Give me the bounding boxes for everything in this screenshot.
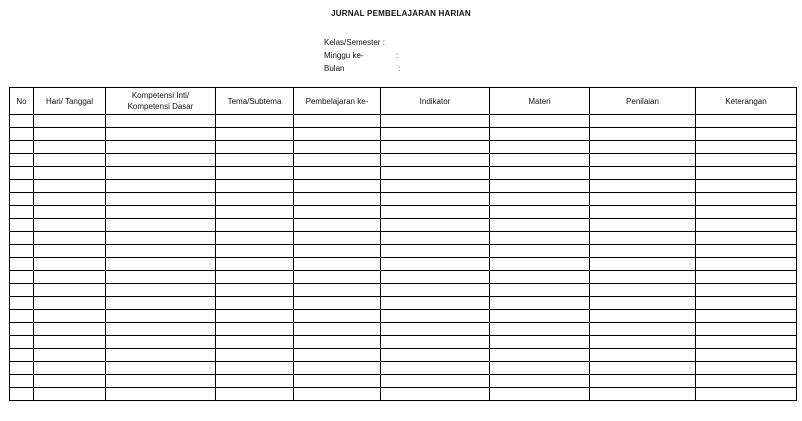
table-cell[interactable] [294, 206, 381, 219]
table-cell[interactable] [696, 349, 797, 362]
table-cell[interactable] [294, 362, 381, 375]
table-cell[interactable] [490, 128, 590, 141]
col-header-theme [216, 88, 294, 115]
table-row [10, 141, 797, 154]
table-cell[interactable] [216, 193, 294, 206]
table-cell[interactable] [590, 388, 696, 401]
table-cell[interactable] [34, 297, 106, 310]
table-cell[interactable] [294, 271, 381, 284]
table-cell[interactable] [294, 258, 381, 271]
table-cell[interactable] [490, 154, 590, 167]
table-cell[interactable] [294, 336, 381, 349]
table-cell[interactable] [696, 323, 797, 336]
col-header-label: Penilaian [626, 96, 659, 106]
table-cell[interactable] [590, 128, 696, 141]
table-cell[interactable] [696, 128, 797, 141]
table-cell[interactable] [10, 128, 34, 141]
table-cell[interactable] [490, 271, 590, 284]
table-cell[interactable] [106, 258, 216, 271]
table-cell[interactable] [10, 323, 34, 336]
table-cell[interactable] [10, 193, 34, 206]
col-header-label: Materi [528, 96, 551, 106]
table-cell[interactable] [696, 245, 797, 258]
table-cell[interactable] [10, 258, 34, 271]
table-cell[interactable] [106, 297, 216, 310]
col-header-label: Indikator [419, 96, 451, 106]
table-cell[interactable] [34, 154, 106, 167]
table-cell[interactable] [216, 349, 294, 362]
table-cell[interactable] [294, 141, 381, 154]
table-cell[interactable] [294, 349, 381, 362]
table-cell[interactable] [490, 375, 590, 388]
table-cell[interactable] [381, 297, 490, 310]
table-cell[interactable] [381, 219, 490, 232]
table-cell[interactable] [10, 206, 34, 219]
table-row [10, 193, 797, 206]
table-cell[interactable] [294, 128, 381, 141]
table-cell[interactable] [34, 115, 106, 128]
table-cell[interactable] [10, 154, 34, 167]
table-row [10, 271, 797, 284]
table-cell[interactable] [490, 336, 590, 349]
table-cell[interactable] [106, 271, 216, 284]
table-cell[interactable] [294, 180, 381, 193]
table-cell[interactable] [490, 310, 590, 323]
col-header-material [490, 88, 590, 115]
table-cell[interactable] [590, 154, 696, 167]
table-cell[interactable] [490, 362, 590, 375]
table-cell[interactable] [696, 375, 797, 388]
table-row [10, 323, 797, 336]
table-cell[interactable] [34, 323, 106, 336]
table-cell[interactable] [590, 271, 696, 284]
table-cell[interactable] [490, 232, 590, 245]
col-header-label: Kompetensi Inti/ [131, 91, 190, 100]
table-cell[interactable] [216, 297, 294, 310]
table-cell[interactable] [106, 154, 216, 167]
table-cell[interactable] [590, 141, 696, 154]
table-cell[interactable] [10, 219, 34, 232]
table-cell[interactable] [590, 180, 696, 193]
table-cell[interactable] [34, 206, 106, 219]
table-cell[interactable] [106, 167, 216, 180]
table-cell[interactable] [10, 167, 34, 180]
table-cell[interactable] [10, 336, 34, 349]
table-cell[interactable] [294, 167, 381, 180]
table-cell[interactable] [34, 271, 106, 284]
table-cell[interactable] [381, 323, 490, 336]
table-cell[interactable] [34, 310, 106, 323]
table-cell[interactable] [10, 375, 34, 388]
table-cell[interactable] [381, 128, 490, 141]
table-cell[interactable] [216, 154, 294, 167]
table-cell[interactable] [696, 206, 797, 219]
table-cell[interactable] [590, 310, 696, 323]
table-cell[interactable] [106, 180, 216, 193]
table-cell[interactable] [590, 258, 696, 271]
col-header-competency [106, 88, 216, 115]
table-cell[interactable] [696, 258, 797, 271]
table-row [10, 349, 797, 362]
journal-table [9, 87, 797, 401]
table-row [10, 128, 797, 141]
table-cell[interactable] [10, 245, 34, 258]
table-cell[interactable] [590, 219, 696, 232]
table-cell[interactable] [294, 193, 381, 206]
table-cell[interactable] [10, 271, 34, 284]
table-cell[interactable] [590, 167, 696, 180]
table-cell[interactable] [490, 115, 590, 128]
table-cell[interactable] [34, 232, 106, 245]
table-row [10, 115, 797, 128]
table-cell[interactable] [381, 362, 490, 375]
table-row [10, 258, 797, 271]
table-cell[interactable] [216, 271, 294, 284]
table-row [10, 284, 797, 297]
table-cell[interactable] [294, 284, 381, 297]
table-cell[interactable] [216, 115, 294, 128]
table-cell[interactable] [381, 115, 490, 128]
table-cell[interactable] [381, 180, 490, 193]
table-row [10, 310, 797, 323]
table-cell[interactable] [106, 336, 216, 349]
table-cell[interactable] [590, 297, 696, 310]
table-cell[interactable] [34, 349, 106, 362]
table-cell[interactable] [216, 284, 294, 297]
table-cell[interactable] [490, 349, 590, 362]
table-cell[interactable] [34, 362, 106, 375]
meta-label: Bulan [324, 64, 345, 73]
col-header-notes [696, 88, 797, 115]
table-cell[interactable] [696, 115, 797, 128]
table-cell[interactable] [106, 245, 216, 258]
table-cell[interactable] [216, 323, 294, 336]
table-cell[interactable] [590, 206, 696, 219]
table-cell[interactable] [10, 297, 34, 310]
table-cell[interactable] [696, 388, 797, 401]
table-cell[interactable] [490, 323, 590, 336]
table-cell[interactable] [34, 128, 106, 141]
table-cell[interactable] [34, 336, 106, 349]
table-cell[interactable] [10, 180, 34, 193]
table-cell[interactable] [381, 375, 490, 388]
table-cell[interactable] [590, 284, 696, 297]
table-cell[interactable] [106, 219, 216, 232]
table-cell[interactable] [590, 245, 696, 258]
table-cell[interactable] [216, 206, 294, 219]
table-cell[interactable] [10, 349, 34, 362]
table-cell[interactable] [490, 245, 590, 258]
table-cell[interactable] [294, 115, 381, 128]
col-header-label: Pembelajaran ke- [305, 96, 369, 106]
table-cell[interactable] [590, 375, 696, 388]
table-cell[interactable] [696, 297, 797, 310]
table-cell[interactable] [216, 258, 294, 271]
table-cell[interactable] [106, 128, 216, 141]
table-cell[interactable] [381, 141, 490, 154]
table-cell[interactable] [216, 336, 294, 349]
table-cell[interactable] [216, 141, 294, 154]
table-cell[interactable] [381, 388, 490, 401]
table-cell[interactable] [34, 167, 106, 180]
table-cell[interactable] [106, 310, 216, 323]
table-cell[interactable] [490, 297, 590, 310]
table-cell[interactable] [106, 388, 216, 401]
table-cell[interactable] [10, 362, 34, 375]
table-cell[interactable] [10, 141, 34, 154]
col-header-label: Keterangan [725, 96, 767, 106]
col-header-label: Hari/ Tanggal [46, 96, 93, 106]
table-cell[interactable] [696, 271, 797, 284]
table-cell[interactable] [34, 284, 106, 297]
table-cell[interactable] [381, 245, 490, 258]
table-cell[interactable] [216, 219, 294, 232]
table-cell[interactable] [590, 349, 696, 362]
table-cell[interactable] [34, 219, 106, 232]
table-cell[interactable] [10, 284, 34, 297]
table-cell[interactable] [294, 219, 381, 232]
col-header-day-date [34, 88, 106, 115]
table-row [10, 180, 797, 193]
table-cell[interactable] [294, 154, 381, 167]
table-cell[interactable] [696, 141, 797, 154]
page-title: JURNAL PEMBELAJARAN HARIAN [331, 9, 471, 18]
table-cell[interactable] [490, 258, 590, 271]
table-cell[interactable] [216, 232, 294, 245]
table-cell[interactable] [490, 180, 590, 193]
table-cell[interactable] [696, 232, 797, 245]
table-cell[interactable] [696, 310, 797, 323]
meta-label: Minggu ke- [324, 51, 364, 60]
table-cell[interactable] [381, 258, 490, 271]
table-row [10, 245, 797, 258]
table-cell[interactable] [106, 193, 216, 206]
table-cell[interactable] [216, 388, 294, 401]
table-cell[interactable] [106, 206, 216, 219]
table-cell[interactable] [696, 193, 797, 206]
table-cell[interactable] [216, 310, 294, 323]
table-row [10, 206, 797, 219]
table-body [10, 115, 797, 401]
table-cell[interactable] [381, 193, 490, 206]
table-cell[interactable] [294, 323, 381, 336]
col-header-label: Kompetensi Dasar [127, 102, 194, 111]
table-cell[interactable] [381, 336, 490, 349]
table-cell[interactable] [490, 167, 590, 180]
table-row [10, 219, 797, 232]
table-cell[interactable] [106, 115, 216, 128]
col-header-label: No [16, 96, 27, 106]
table-cell[interactable] [34, 141, 106, 154]
table-row [10, 154, 797, 167]
meta-colon: : [398, 64, 401, 73]
table-row [10, 297, 797, 310]
table-row [10, 375, 797, 388]
table-cell[interactable] [106, 362, 216, 375]
table-cell[interactable] [216, 375, 294, 388]
table-cell[interactable] [590, 232, 696, 245]
table-cell[interactable] [590, 336, 696, 349]
table-cell[interactable] [696, 362, 797, 375]
table-row [10, 362, 797, 375]
table-cell[interactable] [696, 336, 797, 349]
table-cell[interactable] [696, 219, 797, 232]
table-cell[interactable] [294, 388, 381, 401]
table-cell[interactable] [381, 349, 490, 362]
table-cell[interactable] [590, 115, 696, 128]
table-cell[interactable] [294, 232, 381, 245]
table-cell[interactable] [490, 219, 590, 232]
table-cell[interactable] [216, 167, 294, 180]
table-cell[interactable] [106, 232, 216, 245]
table-cell[interactable] [696, 154, 797, 167]
table-cell[interactable] [490, 141, 590, 154]
meta-colon: : [396, 51, 399, 60]
table-cell[interactable] [34, 193, 106, 206]
table-cell[interactable] [294, 310, 381, 323]
col-header-indicator [381, 88, 490, 115]
table-cell[interactable] [490, 193, 590, 206]
col-header-label: Tema/Subtema [227, 96, 282, 106]
table-cell[interactable] [381, 232, 490, 245]
table-cell[interactable] [381, 154, 490, 167]
table-cell[interactable] [381, 206, 490, 219]
table-cell[interactable] [106, 349, 216, 362]
table-cell[interactable] [10, 388, 34, 401]
table-cell[interactable] [34, 245, 106, 258]
table-cell[interactable] [34, 258, 106, 271]
table-cell[interactable] [216, 245, 294, 258]
table-cell[interactable] [381, 271, 490, 284]
table-cell[interactable] [216, 128, 294, 141]
table-cell[interactable] [696, 167, 797, 180]
table-cell[interactable] [381, 310, 490, 323]
meta-label: Kelas/Semester : [324, 38, 385, 47]
table-cell[interactable] [34, 375, 106, 388]
table-cell[interactable] [590, 193, 696, 206]
table-cell[interactable] [696, 180, 797, 193]
table-cell[interactable] [106, 375, 216, 388]
table-cell[interactable] [696, 284, 797, 297]
col-header-no [10, 88, 34, 115]
table-row [10, 336, 797, 349]
table-cell[interactable] [294, 245, 381, 258]
table-cell[interactable] [34, 388, 106, 401]
table-cell[interactable] [381, 284, 490, 297]
table-cell[interactable] [590, 323, 696, 336]
table-cell[interactable] [10, 310, 34, 323]
table-cell[interactable] [294, 297, 381, 310]
table-row [10, 388, 797, 401]
col-header-assessment [590, 88, 696, 115]
table-cell[interactable] [106, 141, 216, 154]
table-cell[interactable] [216, 362, 294, 375]
col-header-lesson [294, 88, 381, 115]
table-cell[interactable] [106, 284, 216, 297]
table-cell[interactable] [10, 232, 34, 245]
table-cell[interactable] [294, 375, 381, 388]
table-cell[interactable] [490, 206, 590, 219]
table-cell[interactable] [34, 180, 106, 193]
table-cell[interactable] [490, 284, 590, 297]
table-cell[interactable] [381, 167, 490, 180]
table-header-row [10, 88, 797, 115]
table-cell[interactable] [216, 180, 294, 193]
table-cell[interactable] [10, 115, 34, 128]
table-cell[interactable] [490, 388, 590, 401]
table-cell[interactable] [106, 323, 216, 336]
table-cell[interactable] [590, 362, 696, 375]
table-row [10, 232, 797, 245]
table-row [10, 167, 797, 180]
